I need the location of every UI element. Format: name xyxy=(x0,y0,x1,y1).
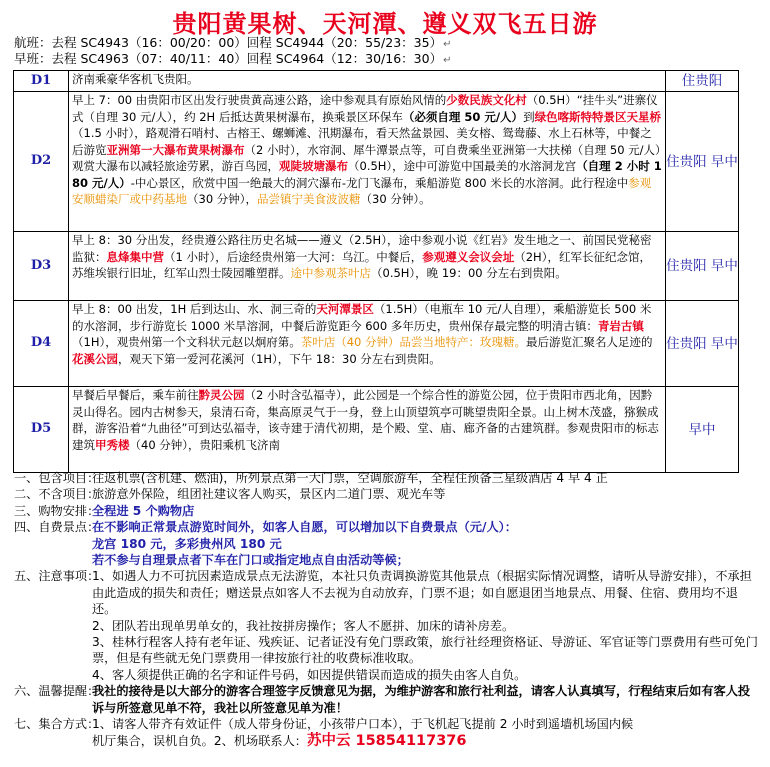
description-segment: 茶叶店（40 分钟）品尝当地特产：玫瑰糖。 xyxy=(300,335,527,349)
description-segment: （0.5H），晚 19：00 分左右到贵阳。 xyxy=(371,266,567,280)
description-segment: （必须自理 50 元/人） xyxy=(402,109,524,124)
day-description xyxy=(69,232,666,301)
shopping-arrangement: 三、购物安排： 全程进 5 个购物店 xyxy=(14,503,195,518)
description-segment: 息烽集中营 xyxy=(106,249,164,264)
description-segment: 最后游览汇聚名人足迹的 xyxy=(526,335,653,349)
day-label: D3 xyxy=(14,232,69,301)
description-segment: （0.5H），途中可游览中国最美的水溶洞龙宫 xyxy=(348,159,577,173)
day-description xyxy=(69,301,666,387)
day-label: D2 xyxy=(14,92,69,232)
itinerary-row xyxy=(14,92,739,232)
itinerary-table xyxy=(13,70,739,473)
day-label: D4 xyxy=(14,301,69,387)
description-segment: 黔灵公园 xyxy=(198,388,245,402)
meal-accommodation: 住贵阳 早中 xyxy=(666,232,739,301)
description-segment: 甲秀楼 xyxy=(95,437,130,452)
exclude-items: 二、不含项目： 旅游意外保险，组团社建议客人购买，景区内二道门票、观光车等 xyxy=(14,487,446,502)
description-segment: （40 分钟），贵阳乘机飞济南 xyxy=(129,437,281,452)
airport-contact: 苏中云 15854117376 xyxy=(306,732,467,749)
attention-item: 4、客人须提供正确的名字和证件号码，如因提供错误而造成的损失由客人自负。 xyxy=(92,667,527,682)
attention-item: 3、桂林行程客人持有老年证、残疾证、记者证没有免门票政策，旅行社经理资格证、导游证、军官证等门票费用有些可免门票，但是有些就无免门票费用一律按旅行社的收费标准收取。 xyxy=(92,635,758,666)
description-segment: （2 小时），水帘洞、犀牛潭景点等，可自费乘坐亚洲第一大扶梯（自理 50 元/人）观赏大瀑布以减轻旅途劳累，游百鸟园， xyxy=(72,142,661,173)
description-segment: （0.5H）“挂牛头”进寨仪式（自理 30 元/人），约 2H 后抵达黄果树瀑布，换乘景区环保车 xyxy=(72,93,658,124)
flight-info-main: 航班：去程 SC4943（16：00/20：00）回程 SC4944（20：55/23：35）↵ xyxy=(14,35,452,50)
itinerary-row xyxy=(14,232,739,301)
description-segment: 到 xyxy=(523,109,535,124)
page-title: 贵阳黄果树、天河潭、遵义双飞五日游 xyxy=(172,9,598,38)
description-segment: 绿色喀斯特特景区天星桥 xyxy=(534,109,662,124)
meal-accommodation: 住贵阳 早中 xyxy=(666,301,739,387)
attention-item: 2、团队若出现单男单女的，我社按拼房操作；客人不愿拼、加床的请补房差。 xyxy=(92,618,515,633)
meal-accommodation: 住贵阳 早中 xyxy=(666,92,739,232)
description-segment: （1.5 小时），路观滑石哨村、古榕王、螺蛳滩、汛期瀑布，看天然盆景园、美女榕、鸳鸯藤、水上石林等，中餐之后游览 xyxy=(72,126,652,157)
day-label: D5 xyxy=(14,387,69,473)
warm-reminder: 六、温馨提醒： 我社的接待是以大部分的游客合理签字反馈意见为据，为维护游客和旅行社利益，请客人认真填写，行程结束后如有客人投诉与所签意见单不符，我社以所签意见单为准！ xyxy=(14,684,751,715)
meal-accommodation: 早中 xyxy=(666,387,739,473)
day-description xyxy=(69,387,666,473)
description-segment: 花溪公园 xyxy=(72,351,118,366)
itinerary-row xyxy=(14,387,739,473)
description-segment: -中心景区，欣赏中国一绝最大的洞穴瀑布-龙门飞瀑布，乘船游览 800 米长的水溶洞。此行程途中 xyxy=(130,175,629,190)
description-segment: （30 分钟）， xyxy=(187,192,258,206)
description-segment: 少数民族文化村 xyxy=(446,93,527,107)
day-description xyxy=(69,92,666,232)
description-segment: 济南乘豪华客机飞贵阳。 xyxy=(72,72,199,86)
description-segment: （1H），观贵州第一个文科状元赵以炯府第。 xyxy=(72,335,301,349)
itinerary-row xyxy=(14,301,739,387)
description-segment: （1 小时），后途经贵州第一大河：乌江。中餐后， xyxy=(164,249,423,264)
description-segment: 早上 8：00 出发，1H 后到达山、水、洞三奇的 xyxy=(72,302,317,316)
description-segment: 早上 7：00 由贵阳市区出发行驶贵黄高速公路，途中参观具有原始风情的 xyxy=(72,93,447,107)
day-description xyxy=(69,71,666,92)
description-segment: 青岩古镇 xyxy=(597,318,644,333)
attention-item: 1、如遇人力不可抗因素造成景点无法游览，本社只负责调换游览其他景点（根据实际情况调整，请听从导游安排），不承担由此造成的损失和责任；赠送景点如客人不去视为自动放弃，门票不退；如自愿退团当地景点、用餐、住宿、费用均不退还。 xyxy=(92,569,752,617)
description-segment: （自理 2 小时 180 元/人） xyxy=(72,159,662,190)
description-segment: ，观天下第一爱河花溪河（1H），下午 18：30 分左右到贵阳。 xyxy=(118,351,441,366)
description-segment: 早餐后早餐后，乘车前往 xyxy=(72,388,199,402)
flight-info-early: 早班：去程 SC4963（07：40/11：40）回程 SC4964（12：30/16：30）↵ xyxy=(14,51,452,66)
notes-section xyxy=(14,470,759,749)
attention-items: 五、注意事项： 1、如遇人力不可抗因素造成景点无法游览，本社只负责调换游览其他景点（根据实际情况调整，请听从导游安排），不承担由此造成的损失和责任；赠送景点如客人不去视为自动放弃，门票不退；如自愿退团当地景点、用餐、住宿、费用均不退还。 2、团队若出现单男单女的，我社按拼房操作；客人不愿拼、加床的请补房差。 3、桂林行程客人持有老年证、残疾证、记者证没有免门票政策，旅行社经理资格证、导游证、军官证等门票费用有些可免门票，但是有些就无免门票费用一律按旅行社的收费标准收取。 4、客人须提供正确的名字和证件号码，如因提供错误而造成的损失由客人自负。 xyxy=(14,569,758,682)
day-label: D1 xyxy=(14,71,69,92)
description-segment: 观陡坡塘瀑布 xyxy=(279,159,348,173)
description-segment: 天河潭景区 xyxy=(316,302,374,316)
description-segment: （2H），红军长征纪念馆，苏维埃银行旧址，红军山烈士陵园雕塑群。 xyxy=(72,249,651,280)
meal-accommodation: 住贵阳 xyxy=(666,71,739,92)
description-segment: （2 小时含弘福寺），此公园是一个综合性的游览公园，位于贵阳市西北角，因黔灵山得名。园内古树参天，泉清石奇，集高原灵气于一身，登上山顶望筑亭可眺望贵阳全景。山上树木茂盛，猕猴成群，游客沿着“九曲径”可到达弘福寺，该寺建于清代初期，是个殿、堂、庙、廊齐备的古建筑群。参观贵阳市的标志建筑 xyxy=(72,388,659,452)
self-paid-attractions: 四、自费景点： 在不影响正常景点游览时间外，如客人自愿，可以增加以下自费景点（元/人）： 龙宫 180 元，多彩贵州风 180 元 若不参与自理景点者下车在门口或指定地点自由活动等候； xyxy=(14,520,517,568)
description-segment: 参观安顺蜡染厂或中药基地 xyxy=(72,175,652,206)
itinerary-row xyxy=(14,71,739,92)
gathering-method: 七、集合方式： 1、请客人带齐有效证件（成人带身份证，小孩带户口本），于飞机起飞提前 2 小时到遥墙机场国内候 机厅集合，误机自负。2、机场联系人：苏中云 15854117376 xyxy=(14,717,634,749)
description-segment: 品尝镇宁美食波波糖 xyxy=(257,192,361,206)
description-segment: （30 分钟）。 xyxy=(360,192,431,206)
description-segment: （1.5H）（电瓶车 10 元/人自理），乘船游览长 500 米的水溶洞，步行游览长 1000 米旱溶洞，中餐后游览距今 600 多年历史，贵州保存最完整的明清古镇： xyxy=(72,302,652,333)
description-segment: 早上 8：30 分出发，经贵遵公路往历史名城——遵义（2.5H），途中参观小说《红岩》发生地之一、前国民党秘密监狱： xyxy=(72,233,652,264)
description-segment: 参观遵义会议会址 xyxy=(422,249,515,264)
description-segment: 亚洲第一大瀑布黄果树瀑布 xyxy=(106,142,245,157)
description-segment: 途中参观茶叶店 xyxy=(290,266,371,280)
include-items: 一、包含项目： 往返机票(含机建、燃油)，所列景点第一大门票，空调旅游车，全程住预备三星级酒店 4 早 4 正 xyxy=(14,471,608,485)
